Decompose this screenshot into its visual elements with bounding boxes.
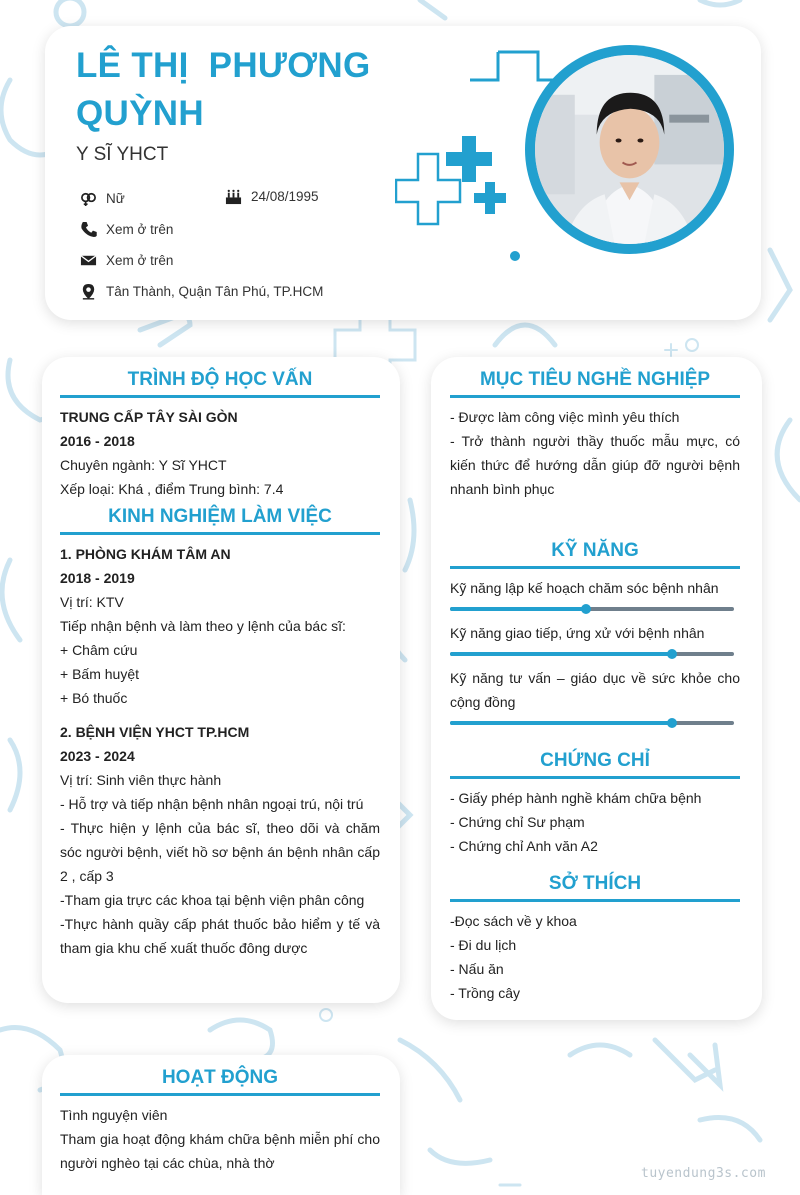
job-duty: -Thực hành quầy cấp phát thuốc bảo hiểm y tế và tham gia khu chế xuất thuốc đông dược xyxy=(60,916,380,956)
activities-heading: HOẠT ĐỘNG xyxy=(60,1067,380,1096)
candidate-name: LÊ THỊ PHƯƠNG QUỲNH xyxy=(76,46,381,133)
objective-item: - Trở thành người thầy thuốc mẫu mực, có kiến thức để hướng dẫn giúp đỡ người bệnh nhanh bình phục xyxy=(450,433,740,497)
birthday-cake-icon xyxy=(225,188,242,205)
activities-card xyxy=(42,1055,400,1195)
skill-level-bar xyxy=(450,607,734,611)
job-duty: -Tham gia trực các khoa tại bệnh viện phân công xyxy=(60,892,365,908)
skill-level-knob xyxy=(581,604,591,614)
profile-photo-frame xyxy=(525,45,734,254)
skill-level-knob xyxy=(667,649,677,659)
email-row xyxy=(80,252,173,269)
profile-photo xyxy=(535,55,724,244)
left-column-card xyxy=(42,357,400,1003)
birthday-value: 24/08/1995 xyxy=(251,189,319,204)
certificate-item: - Giấy phép hành nghề khám chữa bệnh xyxy=(450,790,702,806)
hobby-item: - Nấu ăn xyxy=(450,961,504,977)
certificate-item: - Chứng chỉ Anh văn A2 xyxy=(450,838,598,854)
education-grade: Xếp loại: Khá , điểm Trung bình: 7.4 xyxy=(60,481,284,497)
mail-icon xyxy=(80,252,97,269)
education-major: Chuyên ngành: Y Sĩ YHCT xyxy=(60,457,227,473)
skill-level-knob xyxy=(667,718,677,728)
job-period: 2023 - 2024 xyxy=(60,748,135,764)
address-row xyxy=(80,283,323,300)
objective-heading: MỤC TIÊU NGHỀ NGHIỆP xyxy=(450,369,740,398)
hobby-item: -Đọc sách về y khoa xyxy=(450,913,577,929)
hobby-item: - Trồng cây xyxy=(450,985,521,1001)
education-school: TRUNG CẤP TÂY SÀI GÒN xyxy=(60,409,238,425)
hobbies-heading: SỞ THÍCH xyxy=(450,873,740,902)
address-value: Tân Thành, Quận Tân Phú, TP.HCM xyxy=(106,284,324,299)
hobby-item: - Đi du lịch xyxy=(450,937,517,953)
job-duty: - Hỗ trợ và tiếp nhận bệnh nhân ngoại trú, nội trú xyxy=(60,796,364,812)
phone-value: Xem ở trên xyxy=(106,222,174,237)
experience-heading: KINH NGHIỆM LÀM VIỆC xyxy=(60,506,380,535)
skill-level-bar xyxy=(450,721,734,725)
header-card xyxy=(45,26,761,320)
job-duty: + Bấm huyệt xyxy=(60,666,139,682)
job-duty: + Châm cứu xyxy=(60,642,138,658)
skill-level-fill xyxy=(450,721,672,725)
activity-item: Tình nguyện viên xyxy=(60,1107,168,1123)
activity-item: Tham gia hoạt động khám chữa bệnh miễn phí cho người nghèo tại các chùa, nhà thờ xyxy=(60,1131,380,1171)
gender-row xyxy=(80,190,125,207)
job-period: 2018 - 2019 xyxy=(60,570,135,586)
gender-icon xyxy=(80,190,97,207)
job-company: 2. BỆNH VIỆN YHCT TP.HCM xyxy=(60,724,250,740)
education-heading: TRÌNH ĐỘ HỌC VẤN xyxy=(60,369,380,398)
skill-level-fill xyxy=(450,607,586,611)
email-value: Xem ở trên xyxy=(106,253,174,268)
skill-name: Kỹ năng giao tiếp, ứng xử với bệnh nhân xyxy=(450,625,705,641)
job-duty: - Thực hiện y lệnh của bác sĩ, theo dõi và chăm sóc người bệnh, viết hồ sơ bệnh án bệnh nhân cấp 2 , cấp 3 xyxy=(60,820,380,884)
gender-value: Nữ xyxy=(106,191,125,206)
skills-heading: KỸ NĂNG xyxy=(450,540,740,569)
birthday-row xyxy=(225,188,319,205)
certificates-heading: CHỨNG CHỈ xyxy=(450,750,740,779)
location-pin-icon xyxy=(80,283,97,300)
skill-level-fill xyxy=(450,652,672,656)
phone-icon xyxy=(80,221,97,238)
skill-name: Kỹ năng tư vấn – giáo dục về sức khỏe cho cộng đồng xyxy=(450,670,740,710)
certificate-item: - Chứng chỉ Sư phạm xyxy=(450,814,585,830)
site-watermark: tuyendung3s.com xyxy=(641,1166,766,1181)
job-company: 1. PHÒNG KHÁM TÂM AN xyxy=(60,546,231,562)
skill-name: Kỹ năng lập kế hoạch chăm sóc bệnh nhân xyxy=(450,580,719,596)
education-period: 2016 - 2018 xyxy=(60,433,135,449)
objective-item: - Được làm công việc mình yêu thích xyxy=(450,409,680,425)
right-column-card xyxy=(431,357,762,1020)
job-position: Vị trí: Sinh viên thực hành xyxy=(60,772,222,788)
job-duty: Tiếp nhận bệnh và làm theo y lệnh của bác sĩ: xyxy=(60,618,346,634)
job-duty: + Bó thuốc xyxy=(60,690,128,706)
job-position: Vị trí: KTV xyxy=(60,594,124,610)
phone-row xyxy=(80,221,173,238)
candidate-title: Y SĨ YHCT xyxy=(76,144,169,165)
skill-level-bar xyxy=(450,652,734,656)
